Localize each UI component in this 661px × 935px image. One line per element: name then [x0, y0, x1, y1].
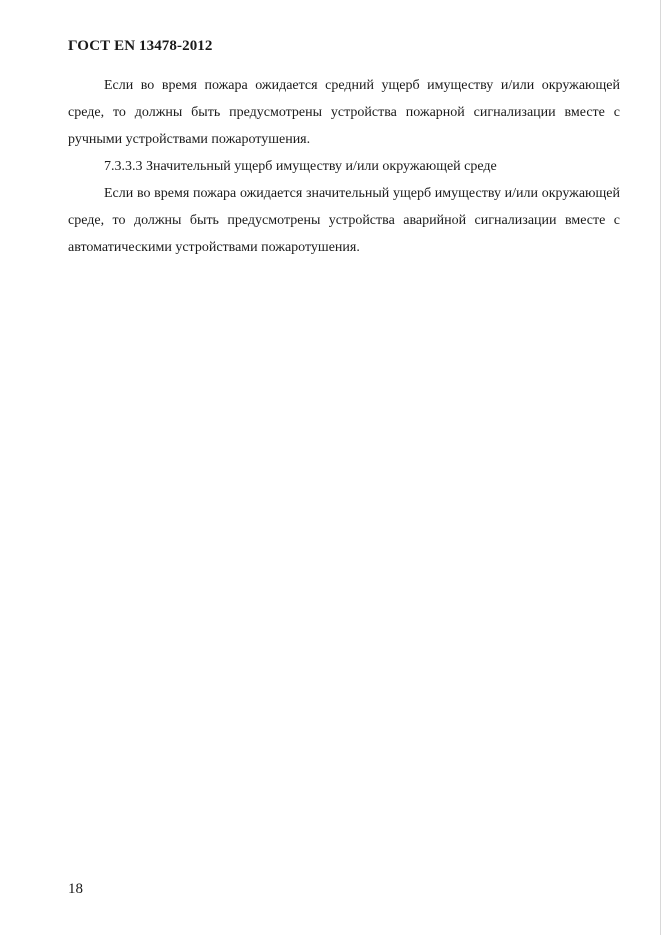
document-header-title: ГОСТ EN 13478-2012: [68, 38, 213, 54]
page-number: 18: [68, 881, 83, 897]
document-body: [68, 72, 620, 261]
section-heading-7-3-3-3: 7.3.3.3 Значительный ущерб имуществу и/или окружающей среде: [104, 159, 497, 174]
paragraph-moderate-damage: Если во время пожара ожидается средний ущерб имуществу и/или окружающей среде, то должны быть предусмотрены устройства пожарной сигнализации вместе с ручными устройствами пожаротушения.: [68, 78, 620, 147]
paragraph-significant-damage: Если во время пожара ожидается значительный ущерб имуществу и/или окружающей среде, то должны быть предусмотрены устройства аварийной сигнализации вместе с автоматическими устройствами пожаротушения.: [68, 186, 620, 255]
